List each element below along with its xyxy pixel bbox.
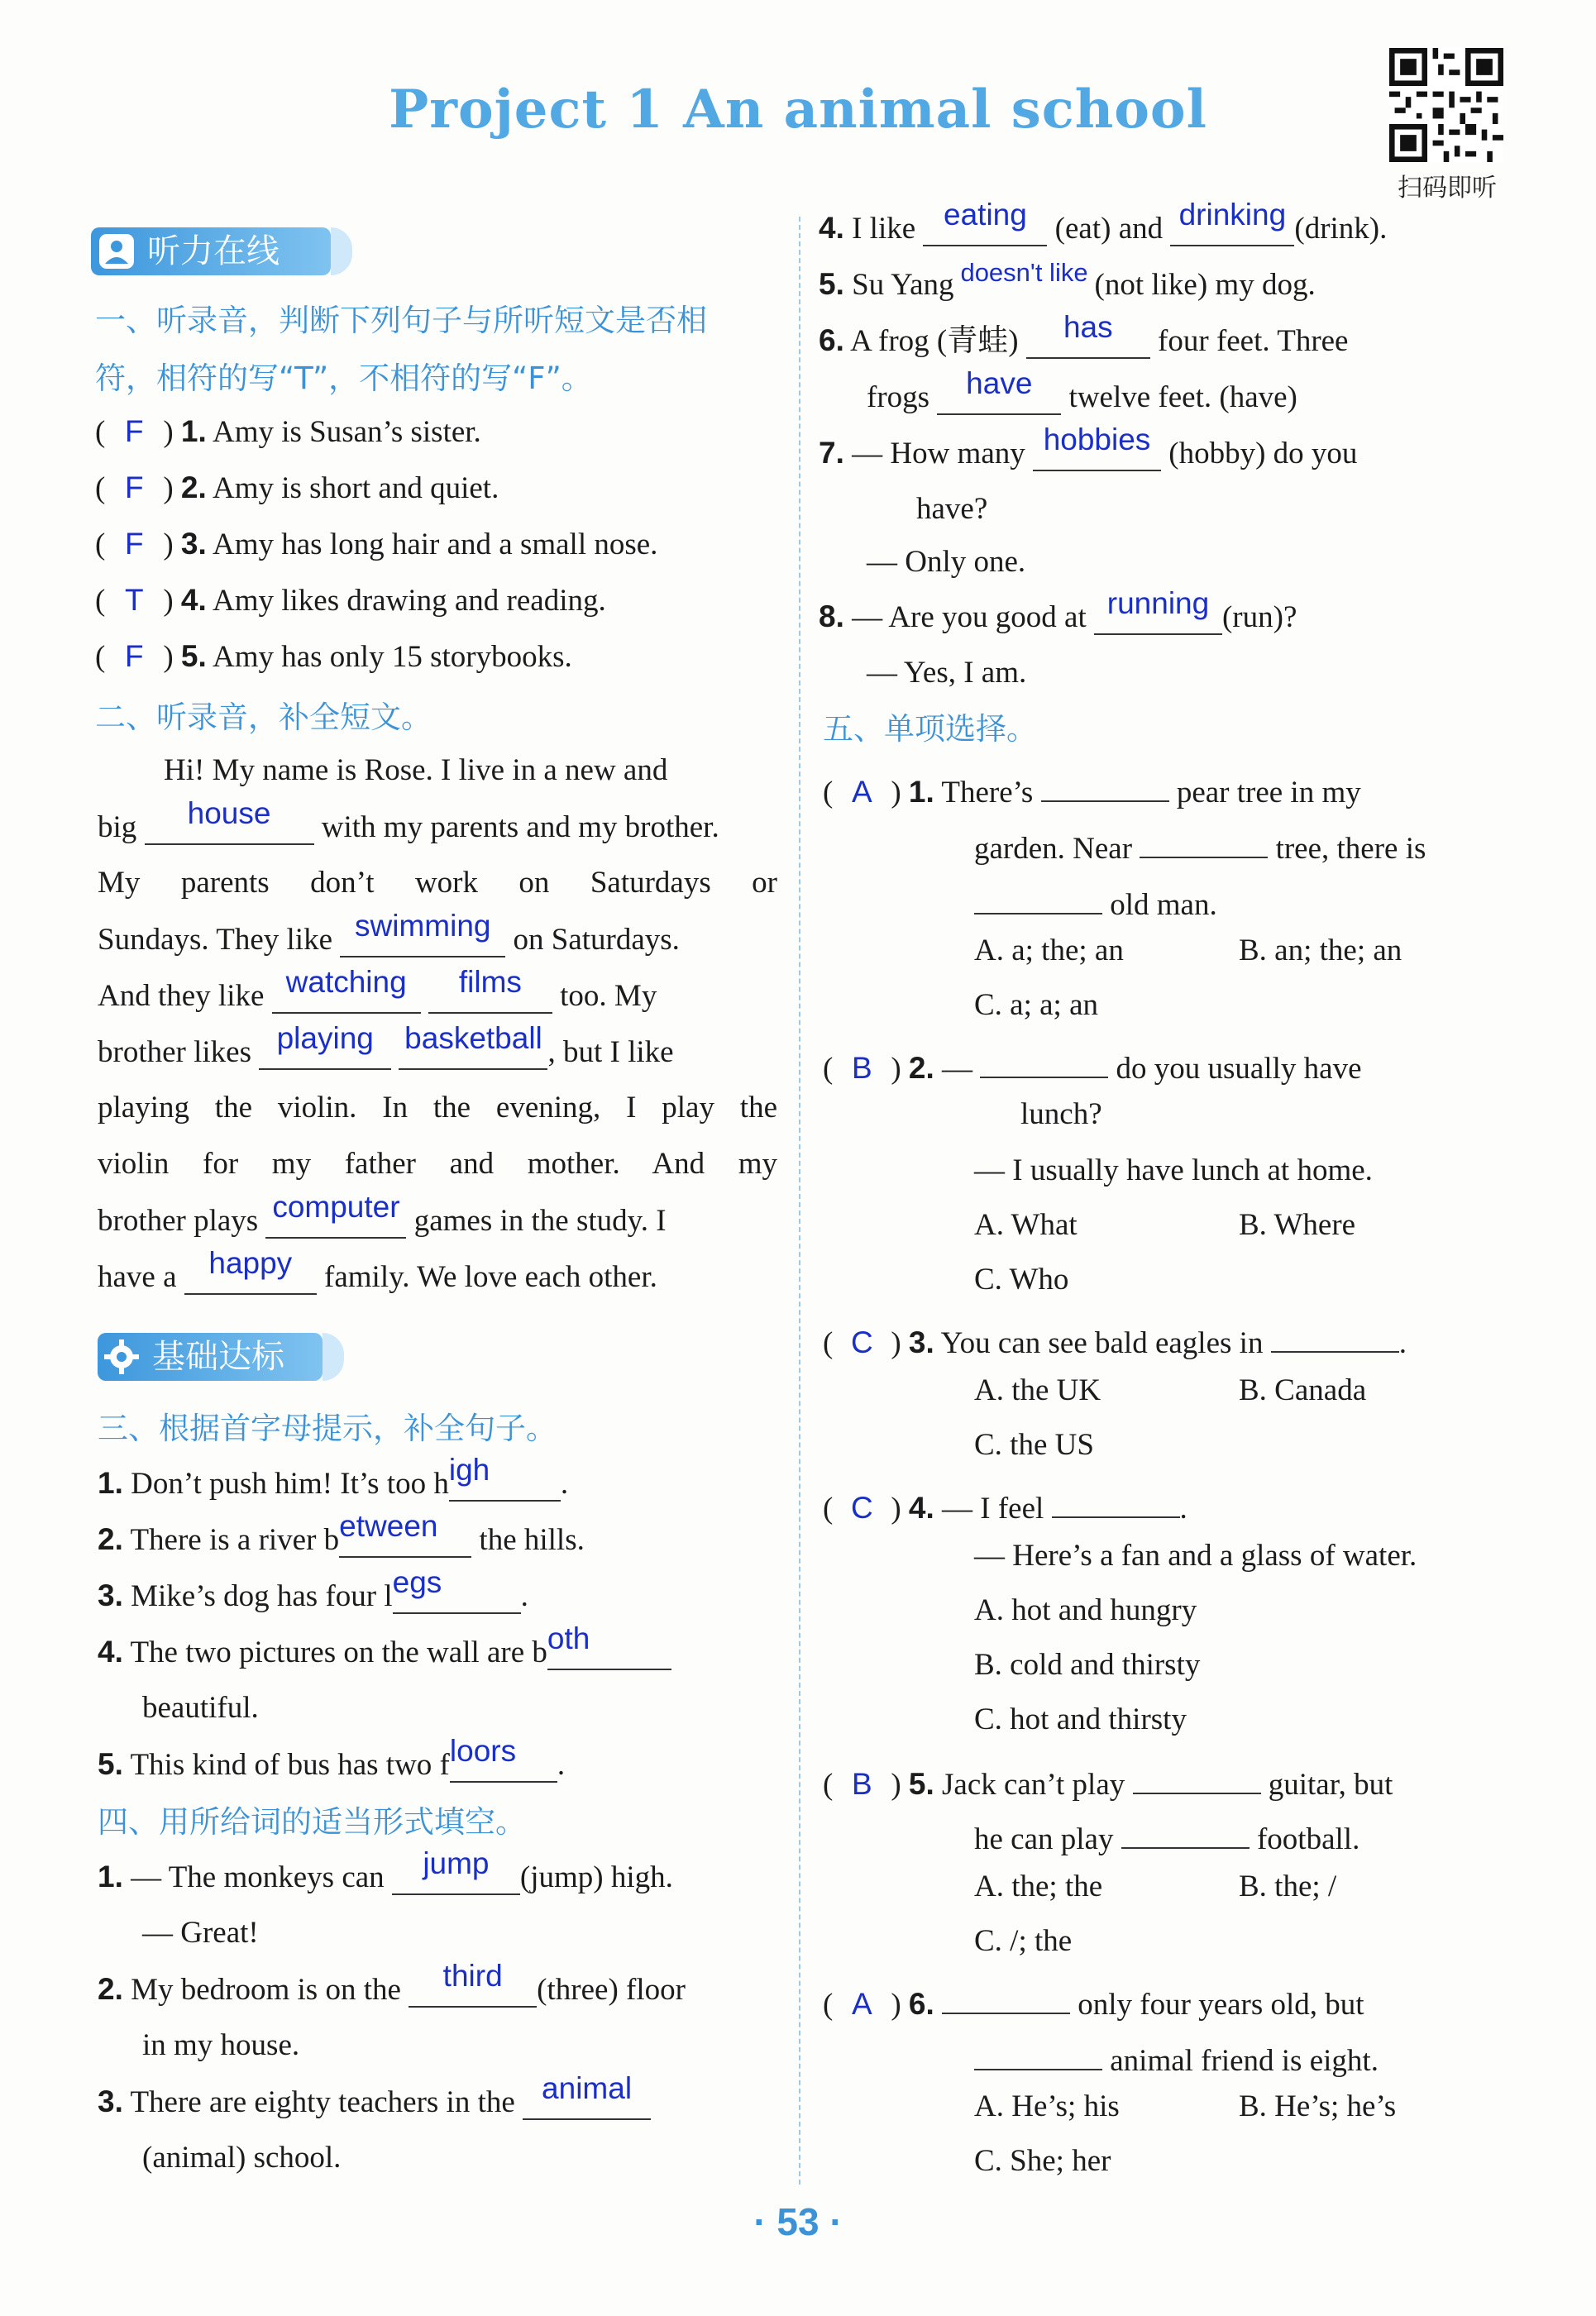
- s2-line2: big house with my parents and my brother.: [98, 796, 719, 844]
- section5-heading: 五、单项选择。: [823, 711, 1037, 747]
- s5-q5-line2: he can play football.: [974, 1809, 1359, 1861]
- s4-item-1: 1. — The monkeys can jump (jump) high.: [98, 1846, 673, 1894]
- s2-line6: brother likes playing basketball , but I like: [98, 1021, 674, 1069]
- s1-answer: F: [125, 470, 144, 504]
- s5-q1-line3: old man.: [974, 875, 1217, 927]
- s5-q2-option-b: B. Where: [1239, 1208, 1356, 1242]
- gear-icon: [103, 1338, 141, 1376]
- s5-q5-option-c: C. /; the: [974, 1924, 1073, 1958]
- s5-answer: B: [851, 1767, 872, 1801]
- s5-q4: ( C ) 4. — I feel .: [823, 1478, 1187, 1530]
- s5-q5-option-a: A. the; the: [974, 1870, 1103, 1903]
- s1-item-3: ( F ) 3. Amy has long hair and a small nose.: [95, 523, 657, 566]
- s1-answer: F: [125, 527, 144, 561]
- s1-answer: F: [125, 639, 144, 673]
- s5-q2-option-c: C. Who: [974, 1263, 1069, 1296]
- s5-q3: ( C ) 3. You can see bald eagles in .: [823, 1313, 1407, 1365]
- s4-item-8-reply: — Yes, I am.: [867, 656, 1027, 690]
- s5-answer: B: [851, 1051, 872, 1085]
- listening-badge-label: 听力在线: [147, 232, 280, 270]
- section1-heading-line1: 一、听录音，判断下列句子与所听短文是否相: [95, 303, 707, 338]
- s5-q1-line2: garden. Near tree, there is: [974, 819, 1426, 871]
- s5-q1: ( A ) 1. There’s pear tree in my: [823, 762, 1361, 814]
- s5-q6-option-c: C. She; her: [974, 2144, 1111, 2178]
- s5-q1-option-c: C. a; a; an: [974, 988, 1099, 1022]
- s1-answer: F: [125, 414, 144, 448]
- s4-item-3-cont: (animal) school.: [142, 2141, 342, 2175]
- s2-line7: playing the violin. In the evening, I play the: [98, 1091, 777, 1125]
- s2-line3: My parents don’t work on Saturdays or: [98, 866, 777, 900]
- s5-q1-option-a: A. a; the; an: [974, 934, 1124, 967]
- s5-q6-option-a: A. He’s; his: [974, 2089, 1120, 2123]
- s3-item-1: 1. Don’t push him! It’s too high .: [98, 1453, 569, 1501]
- s1-item-2: ( F ) 2. Amy is short and quiet.: [95, 466, 499, 510]
- s3-item-3: 3. Mike’s dog has four legs .: [98, 1565, 528, 1613]
- section4-heading: 四、用所给词的适当形式填空。: [98, 1804, 526, 1840]
- s2-line4: Sundays. They like swimming on Saturdays.: [98, 909, 680, 957]
- listening-badge-tab: [331, 227, 352, 275]
- s5-answer: A: [851, 1987, 872, 2021]
- s5-answer: A: [851, 775, 872, 809]
- page-title: Project 1 An animal school: [389, 79, 1207, 141]
- s5-q4-option-b: B. cold and thirsty: [974, 1648, 1201, 1682]
- s1-item-5: ( F ) 5. Amy has only 15 storybooks.: [95, 635, 572, 679]
- s4-item-8: 8. — Are you good at running (run)?: [819, 586, 1297, 634]
- s1-answer: T: [125, 583, 144, 617]
- s5-q2: ( B ) 2. — do you usually have: [823, 1039, 1362, 1091]
- s5-q4-option-a: A. hot and hungry: [974, 1593, 1197, 1627]
- s4-item-4: 4. I like eating (eat) and drinking (drink).: [819, 198, 1388, 246]
- s3-item-4-cont: beautiful.: [142, 1691, 259, 1725]
- s2-line8: violin for my father and mother. And my: [98, 1147, 777, 1181]
- s3-item-5: 5. This kind of bus has two floors .: [98, 1734, 566, 1782]
- section2-heading: 二、听录音，补全短文。: [95, 700, 432, 735]
- s5-q3-option-a: A. the UK: [974, 1373, 1101, 1407]
- s5-answer: C: [850, 1325, 873, 1359]
- user-icon: [98, 232, 136, 270]
- s5-q4-option-c: C. hot and thirsty: [974, 1702, 1187, 1736]
- section1-heading-line2: 符，相符的写“T”，不相符的写“F”。: [95, 361, 592, 396]
- section3-heading: 三、根据首字母提示，补全句子。: [98, 1411, 557, 1446]
- s2-line9: brother plays computer games in the study. I: [98, 1190, 667, 1238]
- qr-code-icon[interactable]: [1389, 48, 1503, 162]
- s5-answer: C: [850, 1491, 873, 1525]
- s4-item-7-reply: — Only one.: [867, 545, 1026, 579]
- s5-q4-line2: — Here’s a fan and a glass of water.: [974, 1539, 1417, 1573]
- s1-item-1: ( F ) 1. Amy is Susan’s sister.: [95, 410, 481, 454]
- s5-q2-option-a: A. What: [974, 1208, 1078, 1242]
- s3-item-2: 2. There is a river between the hills.: [98, 1509, 585, 1557]
- qr-caption: 扫码即听: [1398, 174, 1497, 203]
- s5-q6: ( A ) 6. only four years old, but: [823, 1975, 1364, 2027]
- column-divider: [799, 217, 800, 2185]
- s1-item-4: ( T ) 4. Amy likes drawing and reading.: [95, 579, 606, 623]
- s4-item-2-cont: in my house.: [142, 2028, 300, 2062]
- s4-item-7-cont: have?: [916, 492, 988, 526]
- s5-q3-option-c: C. the US: [974, 1428, 1094, 1462]
- s2-line10: have a happy family. We love each other.: [98, 1246, 657, 1294]
- basic-badge-label: 基础达标: [152, 1338, 284, 1376]
- s2-line5: And they like watching films too. My: [98, 965, 657, 1013]
- s5-q5-option-b: B. the; /: [1239, 1870, 1337, 1903]
- s4-item-6: 6. A frog (青蛙) has four feet. Three: [819, 310, 1349, 358]
- s5-q2-line2: lunch?: [1020, 1097, 1102, 1131]
- s4-item-3: 3. There are eighty teachers in the animal: [98, 2080, 651, 2124]
- s5-q1-option-b: B. an; the; an: [1239, 934, 1402, 967]
- s4-item-6-cont: frogs have twelve feet. (have): [867, 366, 1297, 414]
- s4-item-2: 2. My bedroom is on the third (three) floor: [98, 1959, 686, 2007]
- s2-line1: Hi! My name is Rose. I live in a new and: [164, 753, 668, 787]
- s5-q6-option-b: B. He’s; he’s: [1239, 2089, 1397, 2123]
- s5-q5: ( B ) 5. Jack can’t play guitar, but: [823, 1755, 1393, 1807]
- s5-q6-line2: animal friend is eight.: [974, 2031, 1379, 2083]
- s4-item-5: 5. Su Yang $^{doesn't like}$ (not like) my dog.: [819, 258, 1316, 302]
- page-number: · 53 ·: [753, 2200, 843, 2243]
- s4-item-7: 7. — How many hobbies (hobby) do you: [819, 423, 1358, 470]
- s5-q2-line3: — I usually have lunch at home.: [974, 1153, 1373, 1187]
- s4-item-1-reply: — Great!: [142, 1916, 259, 1950]
- basic-badge-tab: [323, 1333, 344, 1381]
- s3-item-4: 4. The two pictures on the wall are both: [98, 1631, 671, 1674]
- s5-q3-option-b: B. Canada: [1239, 1373, 1367, 1407]
